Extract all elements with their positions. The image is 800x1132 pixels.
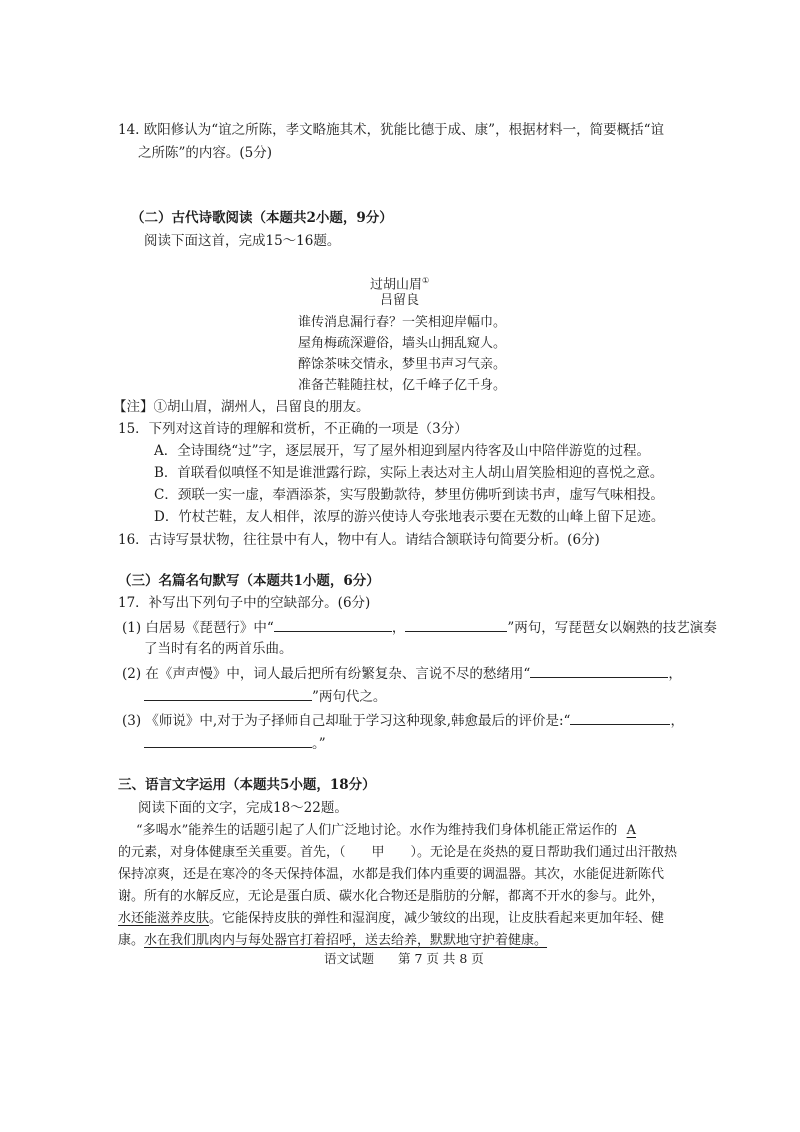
- section2-heading: （二）古代诗歌阅读（本题共2小题，9分）: [131, 210, 393, 226]
- q17-item2-line2: [144, 686, 386, 706]
- passage-line-4: 谢。所有的水解反应，无论是蛋白质、碳水化合物还是脂肪的分解，都离不开水的参与。此外，: [118, 889, 665, 904]
- q14-line1: 14. 欧阳修认为“谊之所陈，孝文略施其术，犹能比德于成、康”，根据材料一，简要概括“谊: [118, 122, 664, 138]
- q17-blank-4[interactable]: [144, 686, 312, 701]
- passage-line-3: 保持凉爽，还是在寒冷的冬天保持体温，水都是我们体内重要的调温器。其次，水能促进新陈代: [118, 867, 665, 882]
- q17-item2-suffix: ”两句代之。: [312, 689, 387, 705]
- q17-item3-prefix: (3) 《师说》中,对于为子择师自己却耻于学习这种现象,韩愈最后的评价是:“: [122, 713, 571, 729]
- q17-item2-prefix: (2) 在《声声慢》中，词人最后把所有纷繁复杂、言说不尽的愁绪用“: [122, 666, 531, 682]
- passage-blank-a[interactable]: A: [626, 823, 636, 838]
- q17-item2-line1: [122, 663, 682, 683]
- q17-item1-line2: 了当时有名的两首乐曲。: [144, 641, 293, 657]
- q17-stem: 17．补写出下列句子中的空缺部分。(6分): [118, 595, 371, 611]
- q17-blank-3[interactable]: [530, 663, 668, 678]
- poem-note: 【注】①胡山眉，湖州人，吕留良的朋友。: [113, 399, 370, 415]
- poem-line-3: 醉馀茶味交情永，梦里书声习气亲。: [298, 357, 507, 372]
- passage-underlined-sentence: 水在我们肌肉内与每处器官打着招呼，送去给养，默默地守护着健康。: [144, 933, 548, 948]
- poem-note-mark: ①: [422, 276, 430, 285]
- poem-title-text: 过胡山眉: [370, 277, 423, 293]
- footer-subject: 语文试题: [324, 951, 375, 966]
- section2-intro: 阅读下面这首，完成15～16题。: [144, 233, 341, 249]
- q17-blank-6[interactable]: [144, 733, 312, 748]
- passage-line-6: [118, 932, 547, 950]
- q17-item3-line1: [122, 710, 684, 730]
- q15-option-a: A．全诗围绕“过”字，逐层展开，写了屋外相迎到屋内待客及山中陪伴游览的过程。: [154, 443, 651, 459]
- poem-author: 吕留良: [380, 293, 420, 308]
- q15-option-b: B．首联看似嗔怪不知是谁泄露行踪，实际上表达对主人胡山眉笑脸相迎的喜悦之意。: [154, 465, 664, 481]
- poem-line-4: 准备芒鞋随拄杖，亿千峰子亿千身。: [298, 378, 507, 393]
- q17-item1-suffix: ”两句，写琵琶女以娴熟的技艺演奏: [507, 620, 717, 636]
- passage-line-2: 的元素，对身体健康至关重要。首先，（ 甲 ）。无论是在炎热的夏日帮助我们通过出汗散热: [118, 845, 678, 860]
- q17-blank-2[interactable]: [405, 617, 507, 632]
- passage-line-6-lead: 康。: [118, 933, 145, 948]
- footer-page-number: 第 7 页 共 8 页: [398, 951, 484, 966]
- q17-item3-line2: [144, 733, 326, 753]
- passage-line-5: [118, 910, 664, 928]
- passage-line-5-text: 。它能保持皮肤的弹性和湿润度，减少皱纹的出现，让皮肤看起来更加年轻、健: [209, 911, 665, 926]
- poem-line-1: 谁传消息漏行春？一笑相迎岸幅巾。: [298, 315, 507, 330]
- poem-title: [370, 272, 429, 294]
- q15-option-c: C．颈联一实一虚，奉酒添茶，实写殷勤款待，梦里仿佛听到读书声，虚写气味相投。: [154, 487, 664, 503]
- q15-stem: 15．下列对这首诗的理解和赏析，不正确的一项是（3分）: [118, 421, 468, 437]
- part3-heading: 三、语言文字运用（本题共5小题，18分）: [118, 777, 376, 793]
- q17-blank-5[interactable]: [570, 710, 670, 725]
- section3-heading: （三）名篇名句默写（本题共1小题，6分）: [118, 573, 380, 589]
- passage-line-1: [136, 822, 645, 840]
- q17-item3-comma: ，: [670, 713, 684, 729]
- q17-item3-suffix: 。”: [312, 736, 326, 752]
- q15-option-d: D．竹杖芒鞋，友人相伴，浓厚的游兴使诗人夸张地表示要在无数的山峰上留下足迹。: [154, 509, 665, 525]
- passage-underlined-phrase: 水还能滋养皮肤: [118, 911, 210, 926]
- q17-item1-prefix: (1) 白居易《琵琶行》中“: [122, 620, 274, 636]
- q17-item2-comma: ，: [668, 666, 682, 682]
- part3-intro: 阅读下面的文字，完成18～22题。: [138, 800, 348, 816]
- q16-stem: 16．古诗写景状物，往往景中有人，物中有人。请结合颔联诗句简要分析。(6分): [118, 532, 600, 548]
- q17-blank-1[interactable]: [274, 617, 392, 632]
- passage-line-1-text: “多喝水”能养生的话题引起了人们广泛地讨论。水作为维持我们身体机能正常运作的: [136, 823, 618, 838]
- q14-line2: 之所陈”的内容。(5分): [138, 145, 273, 161]
- q17-item1-line1: [122, 617, 717, 637]
- q17-item1-comma: ，: [391, 620, 406, 636]
- poem-line-2: 屋角梅疏深避俗，墙头山拥乱窥人。: [298, 336, 507, 351]
